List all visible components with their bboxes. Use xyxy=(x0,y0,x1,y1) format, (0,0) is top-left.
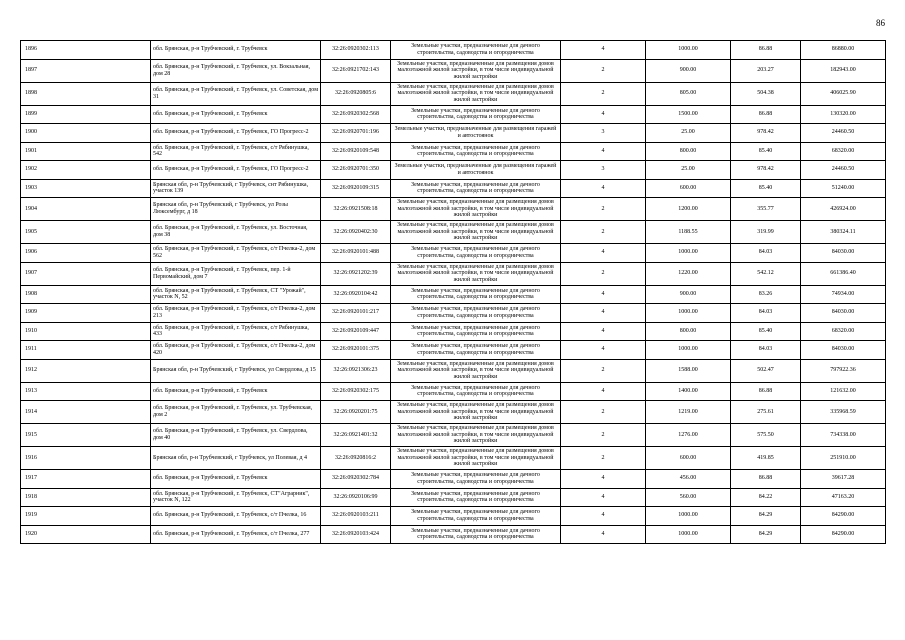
table-row xyxy=(21,304,886,323)
area-cell: 560.00 xyxy=(646,488,731,507)
area-cell: 1000.00 xyxy=(646,244,731,263)
cadastral-number-cell: 32:26:0920103:424 xyxy=(321,525,391,544)
row-number-cell: 1920 xyxy=(21,525,151,544)
land-use-purpose-cell: Земельные участки, предназначенные для размещения домов малоэтажной жилой застройки, в том числе индивидуальной жилой застройки xyxy=(391,59,561,82)
row-number-cell: 1901 xyxy=(21,142,151,161)
group-cell: 4 xyxy=(561,382,646,401)
address-cell: обл. Брянская, р-н Трубчевский, г. Трубчевск, с/т Пчелка, 16 xyxy=(151,507,321,526)
cadastral-number-cell: 32:26:0921401:32 xyxy=(321,424,391,447)
unit-value-cell: 86.88 xyxy=(731,105,801,124)
address-cell: обл. Брянская, р-н Трубчевский, г. Трубчевск xyxy=(151,41,321,60)
table-row xyxy=(21,41,886,60)
table-row xyxy=(21,382,886,401)
group-cell: 2 xyxy=(561,262,646,285)
cadastral-number-cell: 32:26:0920302:113 xyxy=(321,41,391,60)
address-cell: Брянская обл, р-н Трубчевский, г Трубчевск, ул Свердлова, д 15 xyxy=(151,359,321,382)
address-cell: обл. Брянская, р-н Трубчевский, г. Трубчевск, пер. 1-й Первомайский, дом 7 xyxy=(151,262,321,285)
table-row xyxy=(21,401,886,424)
cadastral-value-cell: 426924.00 xyxy=(801,198,886,221)
row-number-cell: 1909 xyxy=(21,304,151,323)
address-cell: обл. Брянская, р-н Трубчевский, г. Трубчевск xyxy=(151,105,321,124)
row-number-cell: 1902 xyxy=(21,161,151,180)
address-cell: обл. Брянская, р-н Трубчевский, г. Трубчевск, ул. Свердлова, дом 40 xyxy=(151,424,321,447)
table-row xyxy=(21,262,886,285)
table-row xyxy=(21,507,886,526)
group-cell: 2 xyxy=(561,401,646,424)
table-body xyxy=(21,41,886,544)
unit-value-cell: 84.29 xyxy=(731,525,801,544)
unit-value-cell: 504.38 xyxy=(731,82,801,105)
cadastral-value-cell: 121632.00 xyxy=(801,382,886,401)
address-cell: обл. Брянская, р-н Трубчевский, г. Трубчевск, с/т Рябинушка, 433 xyxy=(151,322,321,341)
group-cell: 4 xyxy=(561,179,646,198)
unit-value-cell: 355.77 xyxy=(731,198,801,221)
area-cell: 1000.00 xyxy=(646,525,731,544)
group-cell: 2 xyxy=(561,359,646,382)
cadastral-value-cell: 51240.00 xyxy=(801,179,886,198)
unit-value-cell: 86.88 xyxy=(731,382,801,401)
cadastral-number-cell: 32:26:0920816:2 xyxy=(321,447,391,470)
unit-value-cell: 978.42 xyxy=(731,124,801,143)
address-cell: обл. Брянская, р-н Трубчевский, г. Трубчевск, СТ"Аграрник", участок N, 122 xyxy=(151,488,321,507)
land-use-purpose-cell: Земельные участки, предназначенные для размещения домов малоэтажной жилой застройки, в том числе индивидуальной жилой застройки xyxy=(391,82,561,105)
table-row xyxy=(21,221,886,244)
row-number-cell: 1905 xyxy=(21,221,151,244)
land-use-purpose-cell: Земельные участки, предназначенные для размещения домов малоэтажной жилой застройки, в том числе индивидуальной жилой застройки xyxy=(391,198,561,221)
land-use-purpose-cell: Земельные участки, предназначенные для дачного строительства, садоводства и огородничества xyxy=(391,525,561,544)
group-cell: 4 xyxy=(561,507,646,526)
group-cell: 2 xyxy=(561,198,646,221)
table-row xyxy=(21,244,886,263)
cadastral-value-cell: 84290.00 xyxy=(801,507,886,526)
row-number-cell: 1910 xyxy=(21,322,151,341)
row-number-cell: 1898 xyxy=(21,82,151,105)
row-number-cell: 1899 xyxy=(21,105,151,124)
cadastral-number-cell: 32:26:0920109:447 xyxy=(321,322,391,341)
address-cell: обл. Брянская, р-н Трубчевский, г. Трубчевск, с/т Пчелка, 277 xyxy=(151,525,321,544)
table-row xyxy=(21,105,886,124)
cadastral-value-cell: 734338.00 xyxy=(801,424,886,447)
row-number-cell: 1912 xyxy=(21,359,151,382)
area-cell: 1000.00 xyxy=(646,341,731,360)
row-number-cell: 1896 xyxy=(21,41,151,60)
row-number-cell: 1918 xyxy=(21,488,151,507)
cadastral-number-cell: 32:26:0921702:143 xyxy=(321,59,391,82)
cadastral-value-cell: 130320.00 xyxy=(801,105,886,124)
unit-value-cell: 319.99 xyxy=(731,221,801,244)
group-cell: 2 xyxy=(561,221,646,244)
table-row xyxy=(21,322,886,341)
land-use-purpose-cell: Земельные участки, предназначенные для размещения гаражей и автостоянок xyxy=(391,124,561,143)
table-row xyxy=(21,161,886,180)
cadastral-value-cell: 182943.00 xyxy=(801,59,886,82)
cadastral-number-cell: 32:26:0920201:75 xyxy=(321,401,391,424)
group-cell: 2 xyxy=(561,59,646,82)
area-cell: 1000.00 xyxy=(646,507,731,526)
table-row xyxy=(21,359,886,382)
cadastral-number-cell: 32:26:0920109:315 xyxy=(321,179,391,198)
address-cell: обл. Брянская, р-н Трубчевский, г. Трубчевск, с/т Пчелка-2, дом 213 xyxy=(151,304,321,323)
group-cell: 2 xyxy=(561,447,646,470)
area-cell: 1188.55 xyxy=(646,221,731,244)
cadastral-number-cell: 32:26:0920701:350 xyxy=(321,161,391,180)
group-cell: 4 xyxy=(561,244,646,263)
land-use-purpose-cell: Земельные участки, предназначенные для дачного строительства, садоводства и огородничества xyxy=(391,41,561,60)
table-row xyxy=(21,59,886,82)
address-cell: обл. Брянская, р-н Трубчевский, г. Трубчевск, ГО Прогресс-2 xyxy=(151,161,321,180)
table-row xyxy=(21,285,886,304)
address-cell: Брянская обл, р-н Трубчевский, г Трубчевск, ул Полевая, д 4 xyxy=(151,447,321,470)
cadastral-value-cell: 84030.00 xyxy=(801,341,886,360)
row-number-cell: 1913 xyxy=(21,382,151,401)
unit-value-cell: 203.27 xyxy=(731,59,801,82)
group-cell: 3 xyxy=(561,161,646,180)
address-cell: Брянская обл, р-н Трубчевский, г Трубчевск, снт Рябинушка, участок 139 xyxy=(151,179,321,198)
cadastral-value-cell: 24460.50 xyxy=(801,161,886,180)
unit-value-cell: 84.03 xyxy=(731,244,801,263)
unit-value-cell: 419.85 xyxy=(731,447,801,470)
land-use-purpose-cell: Земельные участки, предназначенные для дачного строительства, садоводства и огородничества xyxy=(391,507,561,526)
area-cell: 1276.00 xyxy=(646,424,731,447)
unit-value-cell: 83.26 xyxy=(731,285,801,304)
cadastral-value-cell: 797922.36 xyxy=(801,359,886,382)
address-cell: Брянская обл, р-н Трубчевский, г Трубчевск, ул Розы Люксембург, д 18 xyxy=(151,198,321,221)
unit-value-cell: 84.03 xyxy=(731,304,801,323)
cadastral-number-cell: 32:26:0920402:30 xyxy=(321,221,391,244)
area-cell: 1220.00 xyxy=(646,262,731,285)
row-number-cell: 1900 xyxy=(21,124,151,143)
unit-value-cell: 86.88 xyxy=(731,41,801,60)
land-use-purpose-cell: Земельные участки, предназначенные для дачного строительства, садоводства и огородничества xyxy=(391,304,561,323)
row-number-cell: 1908 xyxy=(21,285,151,304)
table-row xyxy=(21,82,886,105)
cadastral-value-cell: 39617.28 xyxy=(801,470,886,489)
cadastral-value-cell: 68320.00 xyxy=(801,322,886,341)
page-number: 86 xyxy=(876,18,885,28)
land-use-purpose-cell: Земельные участки, предназначенные для дачного строительства, садоводства и огородничества xyxy=(391,285,561,304)
cadastral-value-cell: 74934.00 xyxy=(801,285,886,304)
unit-value-cell: 84.22 xyxy=(731,488,801,507)
cadastral-value-cell: 84030.00 xyxy=(801,304,886,323)
group-cell: 4 xyxy=(561,105,646,124)
area-cell: 1500.00 xyxy=(646,105,731,124)
land-use-purpose-cell: Земельные участки, предназначенные для размещения домов малоэтажной жилой застройки, в том числе индивидуальной жилой застройки xyxy=(391,359,561,382)
row-number-cell: 1914 xyxy=(21,401,151,424)
cadastral-number-cell: 32:26:0920302:784 xyxy=(321,470,391,489)
cadastral-number-cell: 32:26:0920302:568 xyxy=(321,105,391,124)
cadastral-value-cell: 406025.90 xyxy=(801,82,886,105)
land-use-purpose-cell: Земельные участки, предназначенные для размещения домов малоэтажной жилой застройки, в том числе индивидуальной жилой застройки xyxy=(391,221,561,244)
area-cell: 25.00 xyxy=(646,161,731,180)
area-cell: 25.00 xyxy=(646,124,731,143)
row-number-cell: 1916 xyxy=(21,447,151,470)
cadastral-value-cell: 251910.00 xyxy=(801,447,886,470)
land-use-purpose-cell: Земельные участки, предназначенные для дачного строительства, садоводства и огородничества xyxy=(391,179,561,198)
cadastral-number-cell: 32:26:0920101:217 xyxy=(321,304,391,323)
cadastral-number-cell: 32:26:0920104:42 xyxy=(321,285,391,304)
land-use-purpose-cell: Земельные участки, предназначенные для размещения домов малоэтажной жилой застройки, в том числе индивидуальной жилой застройки xyxy=(391,401,561,424)
row-number-cell: 1897 xyxy=(21,59,151,82)
cadastral-number-cell: 32:26:0920805:6 xyxy=(321,82,391,105)
row-number-cell: 1917 xyxy=(21,470,151,489)
land-use-purpose-cell: Земельные участки, предназначенные для дачного строительства, садоводства и огородничества xyxy=(391,488,561,507)
area-cell: 805.00 xyxy=(646,82,731,105)
group-cell: 2 xyxy=(561,424,646,447)
unit-value-cell: 86.88 xyxy=(731,470,801,489)
area-cell: 600.00 xyxy=(646,179,731,198)
land-use-purpose-cell: Земельные участки, предназначенные для дачного строительства, садоводства и огородничества xyxy=(391,341,561,360)
address-cell: обл. Брянская, р-н Трубчевский, г. Трубчевск, СТ "Урожай", участок N, 52 xyxy=(151,285,321,304)
area-cell: 1200.00 xyxy=(646,198,731,221)
cadastral-value-cell: 335968.59 xyxy=(801,401,886,424)
land-use-purpose-cell: Земельные участки, предназначенные для дачного строительства, садоводства и огородничества xyxy=(391,322,561,341)
cadastral-number-cell: 32:26:0920103:211 xyxy=(321,507,391,526)
row-number-cell: 1904 xyxy=(21,198,151,221)
cadastral-number-cell: 32:26:0920302:175 xyxy=(321,382,391,401)
row-number-cell: 1903 xyxy=(21,179,151,198)
row-number-cell: 1911 xyxy=(21,341,151,360)
address-cell: обл. Брянская, р-н Трубчевский, г. Трубчевск xyxy=(151,470,321,489)
group-cell: 4 xyxy=(561,488,646,507)
group-cell: 2 xyxy=(561,82,646,105)
land-use-purpose-cell: Земельные участки, предназначенные для размещения домов малоэтажной жилой застройки, в том числе индивидуальной жилой застройки xyxy=(391,424,561,447)
table-row xyxy=(21,447,886,470)
area-cell: 1000.00 xyxy=(646,41,731,60)
unit-value-cell: 502.47 xyxy=(731,359,801,382)
area-cell: 800.00 xyxy=(646,142,731,161)
land-use-purpose-cell: Земельные участки, предназначенные для дачного строительства, садоводства и огородничества xyxy=(391,382,561,401)
group-cell: 4 xyxy=(561,41,646,60)
table-row xyxy=(21,525,886,544)
row-number-cell: 1919 xyxy=(21,507,151,526)
address-cell: обл. Брянская, р-н Трубчевский, г. Трубчевск, с/т Пчелка-2, дом 420 xyxy=(151,341,321,360)
address-cell: обл. Брянская, р-н Трубчевский, г. Трубчевск, ул. Трубчевская, дом 2 xyxy=(151,401,321,424)
cadastral-value-cell: 24460.50 xyxy=(801,124,886,143)
unit-value-cell: 575.50 xyxy=(731,424,801,447)
land-use-purpose-cell: Земельные участки, предназначенные для дачного строительства, садоводства и огородничества xyxy=(391,470,561,489)
address-cell: обл. Брянская, р-н Трубчевский, г. Трубчевск, ул. Советская, дом 31 xyxy=(151,82,321,105)
group-cell: 4 xyxy=(561,525,646,544)
table-row xyxy=(21,341,886,360)
unit-value-cell: 542.12 xyxy=(731,262,801,285)
cadastral-number-cell: 32:26:0920701:196 xyxy=(321,124,391,143)
row-number-cell: 1907 xyxy=(21,262,151,285)
area-cell: 600.00 xyxy=(646,447,731,470)
unit-value-cell: 85.40 xyxy=(731,322,801,341)
cadastral-number-cell: 32:26:0920106:99 xyxy=(321,488,391,507)
land-use-purpose-cell: Земельные участки, предназначенные для дачного строительства, садоводства и огородничества xyxy=(391,244,561,263)
area-cell: 1588.00 xyxy=(646,359,731,382)
cadastral-number-cell: 32:26:0920109:548 xyxy=(321,142,391,161)
area-cell: 456.00 xyxy=(646,470,731,489)
area-cell: 1219.00 xyxy=(646,401,731,424)
group-cell: 4 xyxy=(561,142,646,161)
table-row xyxy=(21,124,886,143)
cadastral-value-cell: 84030.00 xyxy=(801,244,886,263)
cadastral-value-cell: 661386.40 xyxy=(801,262,886,285)
address-cell: обл. Брянская, р-н Трубчевский, г. Трубчевск, с/т Рябинушка, 542 xyxy=(151,142,321,161)
table-row xyxy=(21,424,886,447)
cadastral-value-cell: 68320.00 xyxy=(801,142,886,161)
address-cell: обл. Брянская, р-н Трубчевский, г. Трубчевск, ул. Восточная, дом 38 xyxy=(151,221,321,244)
table-row xyxy=(21,179,886,198)
cadastral-number-cell: 32:26:0921202:39 xyxy=(321,262,391,285)
area-cell: 900.00 xyxy=(646,285,731,304)
address-cell: обл. Брянская, р-н Трубчевский, г. Трубчевск xyxy=(151,382,321,401)
cadastral-value-cell: 380324.11 xyxy=(801,221,886,244)
group-cell: 4 xyxy=(561,470,646,489)
cadastral-value-cell: 86880.00 xyxy=(801,41,886,60)
unit-value-cell: 275.61 xyxy=(731,401,801,424)
area-cell: 800.00 xyxy=(646,322,731,341)
area-cell: 900.00 xyxy=(646,59,731,82)
address-cell: обл. Брянская, р-н Трубчевский, г. Трубчевск, ГО Прогресс-2 xyxy=(151,124,321,143)
unit-value-cell: 85.40 xyxy=(731,142,801,161)
group-cell: 4 xyxy=(561,322,646,341)
address-cell: обл. Брянская, р-н Трубчевский, г. Трубчевск, ул. Вокзальная, дом 28 xyxy=(151,59,321,82)
row-number-cell: 1906 xyxy=(21,244,151,263)
row-number-cell: 1915 xyxy=(21,424,151,447)
group-cell: 3 xyxy=(561,124,646,143)
area-cell: 1000.00 xyxy=(646,304,731,323)
land-use-purpose-cell: Земельные участки, предназначенные для размещения домов малоэтажной жилой застройки, в том числе индивидуальной жилой застройки xyxy=(391,447,561,470)
cadastral-number-cell: 32:26:0921508:18 xyxy=(321,198,391,221)
address-cell: обл. Брянская, р-н Трубчевский, г. Трубчевск, с/т Пчелка-2, дом 562 xyxy=(151,244,321,263)
group-cell: 4 xyxy=(561,304,646,323)
cadastral-number-cell: 32:26:0921306:23 xyxy=(321,359,391,382)
group-cell: 4 xyxy=(561,285,646,304)
land-use-purpose-cell: Земельные участки, предназначенные для дачного строительства, садоводства и огородничества xyxy=(391,142,561,161)
unit-value-cell: 84.03 xyxy=(731,341,801,360)
table-row xyxy=(21,470,886,489)
group-cell: 4 xyxy=(561,341,646,360)
cadastral-number-cell: 32:26:0920101:375 xyxy=(321,341,391,360)
unit-value-cell: 84.29 xyxy=(731,507,801,526)
unit-value-cell: 978.42 xyxy=(731,161,801,180)
cadastral-value-cell: 84290.00 xyxy=(801,525,886,544)
cadastral-value-cell: 47163.20 xyxy=(801,488,886,507)
cadastral-number-cell: 32:26:0920101:488 xyxy=(321,244,391,263)
unit-value-cell: 85.40 xyxy=(731,179,801,198)
land-plots-table xyxy=(20,40,886,544)
table-row xyxy=(21,142,886,161)
table-row xyxy=(21,488,886,507)
land-use-purpose-cell: Земельные участки, предназначенные для размещения домов малоэтажной жилой застройки, в том числе индивидуальной жилой застройки xyxy=(391,262,561,285)
table-row xyxy=(21,198,886,221)
land-use-purpose-cell: Земельные участки, предназначенные для размещения гаражей и автостоянок xyxy=(391,161,561,180)
land-use-purpose-cell: Земельные участки, предназначенные для дачного строительства, садоводства и огородничества xyxy=(391,105,561,124)
area-cell: 1400.00 xyxy=(646,382,731,401)
